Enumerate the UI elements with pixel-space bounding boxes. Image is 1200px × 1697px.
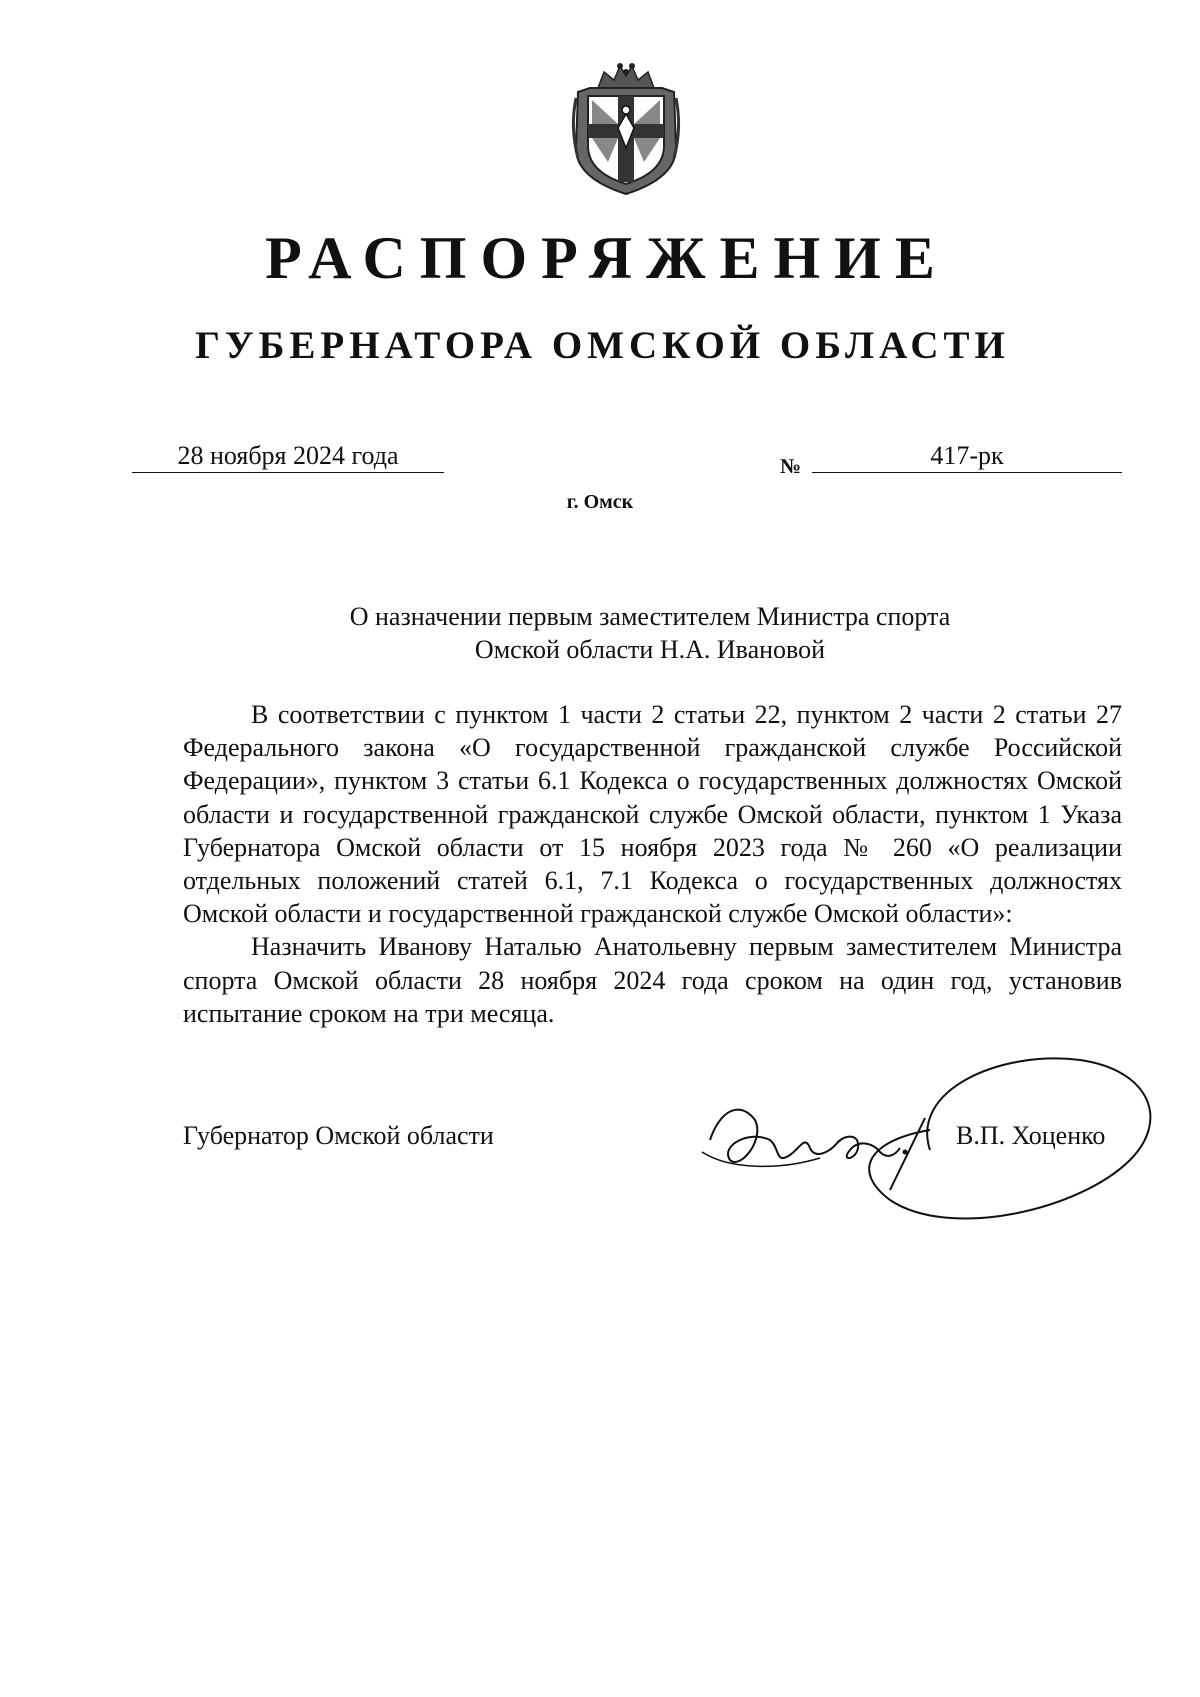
body-paragraph-2: Назначить Иванову Наталью Анатольевну первым заместителем Министра спорта Омской области 28 ноября 2024 года сроком на один год, установив испытание сроком на три месяца. — [183, 932, 1122, 1028]
document-city: г. Омск — [566, 491, 634, 513]
document-date: 28 ноября 2024 года — [132, 440, 444, 473]
subject-line-1: О назначении первым заместителем Министра спорта — [349, 602, 951, 631]
document-type-title: РАСПОРЯЖЕНИЕ — [265, 225, 949, 291]
coat-of-arms-icon — [568, 58, 684, 196]
number-sign: № — [780, 454, 802, 478]
body-paragraph-1: В соответствии с пунктом 1 части 2 статьи 22, пунктом 2 части 2 статьи 27 Федерального закона «О государственной гражданской службе Российской Федерации», пунктом 3 статьи 6.1 Кодекса о государственных должностях Омской области и государственной гражданской службе Омской области, пунктом 1 Указа Губернатора Омской области от 15 ноября 2023 года № 260 «О реализации отдельных положений статей 6.1, 7.1 Кодекса о государственных должностях Омской области и государственной гражданской службе Омской области»: — [183, 700, 1122, 929]
signatory-name: В.П. Хоценко — [956, 1121, 1106, 1150]
document-number: 417-рк — [812, 440, 1122, 473]
document-subject — [200, 600, 1100, 666]
subject-line-2: Омской области Н.А. Ивановой — [474, 635, 826, 664]
signatory-title: Губернатор Омской области — [183, 1121, 494, 1150]
document-issuer: ГУБЕРНАТОРА ОМСКОЙ ОБЛАСТИ — [195, 324, 1010, 367]
document-body — [183, 698, 1122, 1030]
